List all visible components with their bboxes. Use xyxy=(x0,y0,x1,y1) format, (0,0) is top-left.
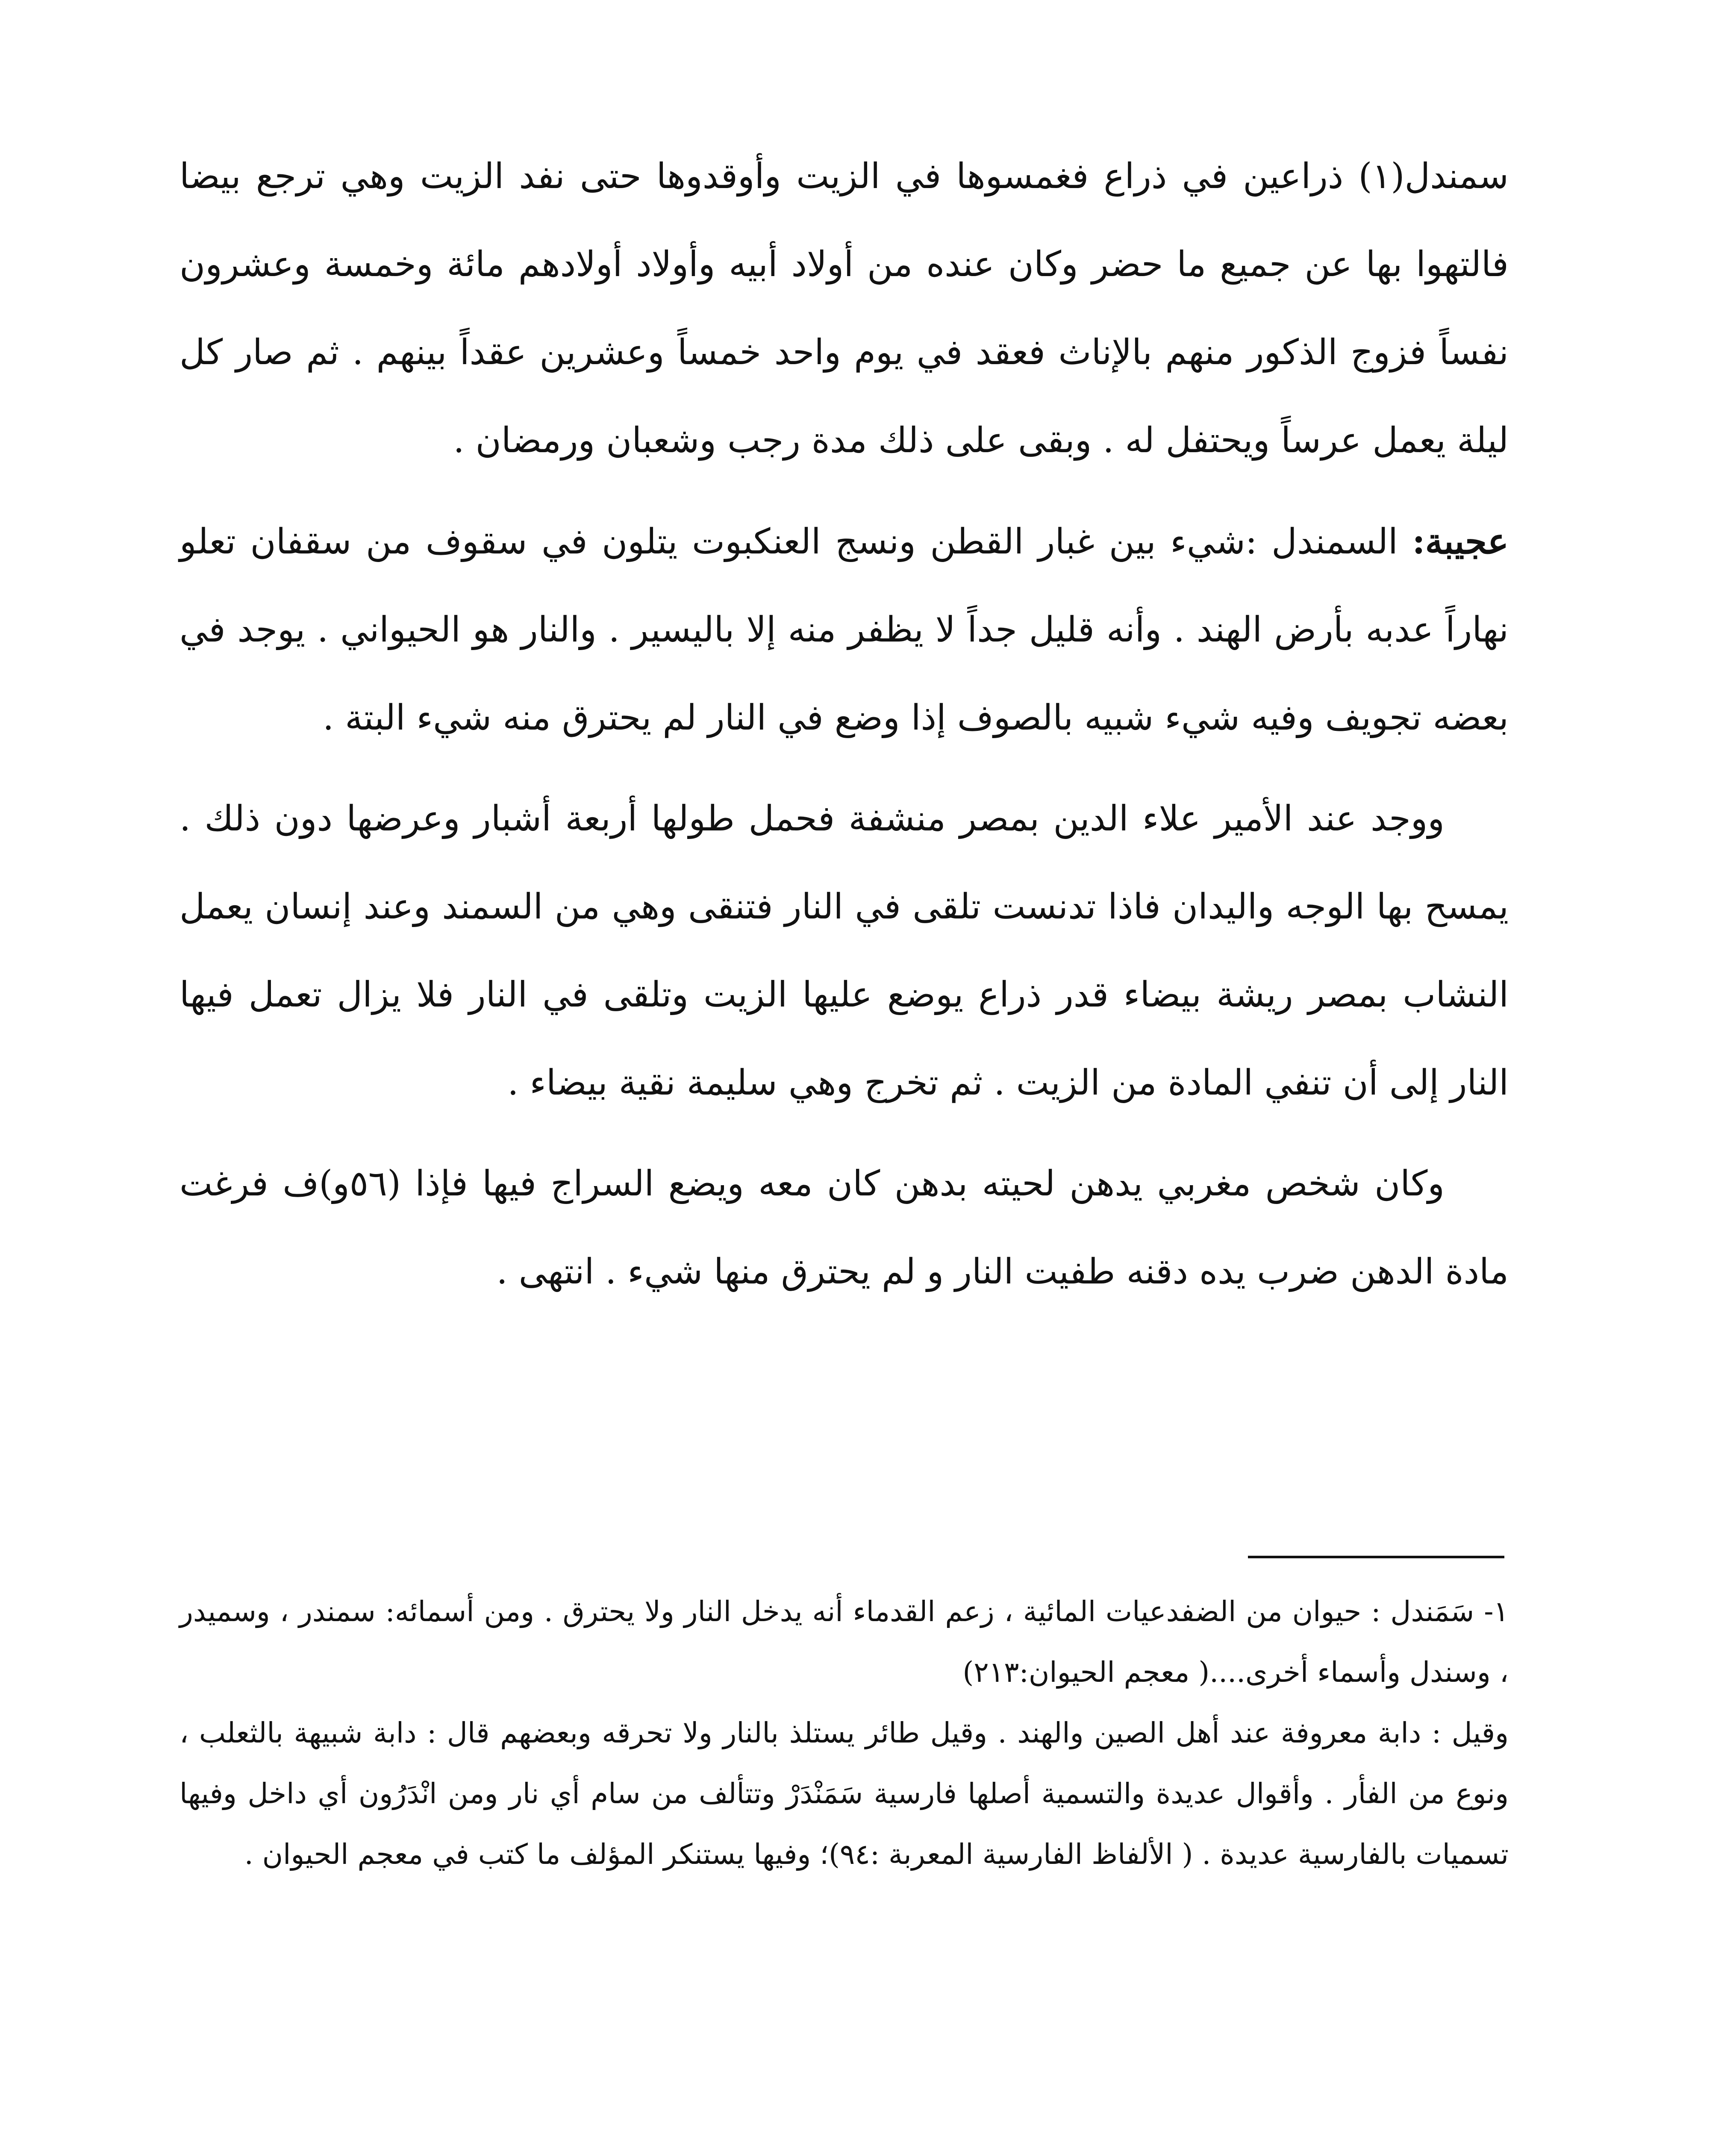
paragraph-4: وكان شخص مغربي يدهن لحيته بدهن كان معه ويضع السراج فيها فإذا (٥٦و)ف فرغت مادة الدهن ضرب يده دقنه طفيت النار و لم يحترق منها شيء . انتهى . xyxy=(179,1163,1509,1292)
footnotes-section xyxy=(179,1581,1509,1885)
footnote-divider xyxy=(1248,1556,1504,1558)
paragraph-2-headword: عجيبة: xyxy=(1412,521,1509,562)
main-text-body xyxy=(179,132,1509,1316)
paragraph-2 xyxy=(179,497,1509,762)
footnote-1-line-2: وقيل : دابة معروفة عند أهل الصين والهند . وقيل طائر يستلذ بالنار ولا تحرقه وبعضهم قال : دابة شبيهة بالثعلب ، ونوع من الفأر . وأقوال عديدة والتسمية أصلها فارسية سَمَنْدَرْ وتتألف من سام أي نار ومن انْدَرُون أي داخل وفيها تسميات بالفارسية عديدة . ( الألفاظ الفارسية المعربة :٩٤)؛ وفيها يستنكر المؤلف ما كتب في معجم الحيوان . xyxy=(179,1716,1509,1871)
paragraph-2-body: السمندل :شيء بين غبار القطن ونسج العنكبوت يتلون في سقوف من سقفان تعلو نهاراً عدبه بأرض الهند . وأنه قليل جداً لا يظفر منه إلا باليسير . والنار هو الحيواني . يوجد في بعضه تجويف وفيه شيء شبيه بالصوف إذا وضع في النار لم يحترق منه شيء البتة . xyxy=(179,521,1509,738)
footnote-1-line-1: ١- سَمَندل : حيوان من الضفدعيات المائية ، زعم القدماء أنه يدخل النار ولا يحترق . ومن أسمائه: سمندر ، وسميدر ، وسندل وأسماء أخرى....( معجم الحيوان:٢١٣) xyxy=(179,1595,1509,1689)
paragraph-1: سمندل(١) ذراعين في ذراع فغمسوها في الزيت وأوقدوها حتى نفد الزيت وهي ترجع بيضا فالتهوا بها عن جميع ما حضر وكان عنده من أولاد أبيه وأولاد أولادهم مائة وخمسة وعشرون نفساً فزوج الذكور منهم بالإناث فعقد في يوم واحد خمساً وعشرين عقداً بينهم . ثم صار كل ليلة يعمل عرساً ويحتفل له . وبقى على ذلك مدة رجب وشعبان ورمضان . xyxy=(179,156,1509,461)
paragraph-3: ووجد عند الأمير علاء الدين بمصر منشفة فحمل طولها أربعة أشبار وعرضها دون ذلك . يمسح بها الوجه واليدان فاذا تدنست تلقى في النار فتنقى وهي من السمند وعند إنسان يعمل النشاب بمصر ريشة بيضاء قدر ذراع يوضع عليها الزيت وتلقى في النار فلا يزال تعمل فيها النار إلى أن تنفي المادة من الزيت . ثم تخرج وهي سليمة نقية بيضاء . xyxy=(179,798,1509,1103)
